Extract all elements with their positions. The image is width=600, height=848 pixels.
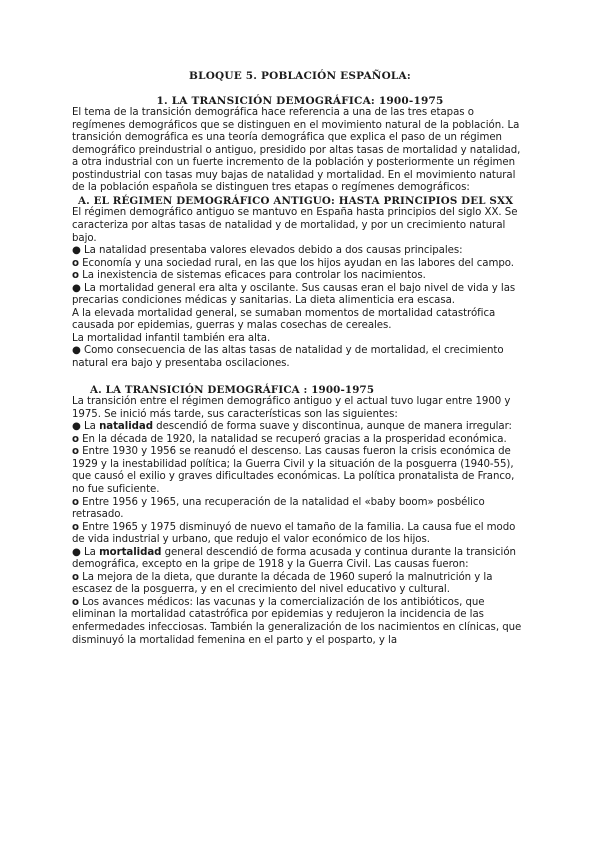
list-item <box>72 497 528 522</box>
part-a-intro: El régimen demográfico antiguo se mantuvo en España hasta principios del siglo XX. Se caracteriza por altas tasas de natalidad y de mortalidad, y por un crecimiento natural bajo. <box>72 207 518 244</box>
sub-marker: o <box>72 571 79 583</box>
sub-marker: o <box>72 596 79 608</box>
list-item-text: general descendió de forma acusada y continua durante la transición demográfica, excepto en la gripe de 1918 y la Guerra Civil. Las causas fueron: <box>72 546 516 571</box>
sub-marker: o <box>72 270 79 282</box>
bullet-marker: ● <box>72 345 81 357</box>
keyword-mortalidad: mortalidad <box>99 546 162 558</box>
list-item <box>72 597 528 647</box>
list-item <box>72 522 528 547</box>
list-item-text: Entre 1930 y 1956 se reanudó el descenso. Las causas fueron la crisis económica de 1929 y la inestabilidad política; la Guerra Civil y la situación de la posguerra (1940-55), que causó el exilio y graves dificultades económicas. La política pronatalista de Franco, no fue suficiente. <box>72 446 515 495</box>
bullet-marker: ● <box>72 245 81 257</box>
part-b-intro: La transición entre el régimen demográfico antiguo y el actual tuvo lugar entre 1900 y 1975. Se inició más tarde, sus características son las siguientes: <box>72 396 511 420</box>
paragraph: La mortalidad infantil también era alta. <box>72 332 271 344</box>
list-item-text: Economía y una sociedad rural, en las que los hijos ayudan en las labores del campo. <box>82 257 514 269</box>
list-item <box>72 345 528 370</box>
list-item-text: En la década de 1920, la natalidad se recuperó gracias a la prosperidad económica. <box>82 433 507 445</box>
list-item-text: Entre 1965 y 1975 disminuyó de nuevo el tamaño de la familia. La causa fue el modo de vida industrial y urbano, que redujo el valor económico de los hijos. <box>72 521 516 546</box>
list-item-text: Entre 1956 y 1965, una recuperación de la natalidad el «baby boom» posbélico retrasado. <box>72 496 485 521</box>
paragraph: A la elevada mortalidad general, se sumaban momentos de mortalidad catastrófica causada por epidemias, guerras y malas cosechas de cereales. <box>72 307 496 332</box>
intro-paragraph: El tema de la transición demográfica hace referencia a una de las tres etapas o regímenes demográficos que se distinguen en el movimiento natural de la población. La transición demográfica es una teoría demográfica que explica el paso de un régimen demográfico preindustrial o antiguo, presidido por altas tasas de mortalidad y natalidad, a otra industrial con un fuerte incremento de la población y posteriormente un régimen postindustrial con tasas muy bajas de natalidad y mortalidad. En el movimiento natural de la población española se distinguen tres etapas o regímenes demográficos: <box>72 107 521 194</box>
list-item <box>72 547 528 572</box>
keyword-natalidad: natalidad <box>99 421 153 433</box>
bullet-marker: ● <box>72 546 81 558</box>
list-item-text: La inexistencia de sistemas eficaces para controlar los nacimientos. <box>82 270 426 282</box>
list-item <box>72 258 528 271</box>
list-item <box>72 421 528 434</box>
list-item <box>72 572 528 597</box>
part-a-title: A. EL RÉGIMEN DEMOGRÁFICO ANTIGUO: HASTA PRINCIPIOS DEL SXX <box>78 194 514 207</box>
sub-marker: o <box>72 496 79 508</box>
list-item-text: La natalidad presentaba valores elevados debido a dos causas principales: <box>84 245 463 257</box>
part-b-title: A. LA TRANSICIÓN DEMOGRÁFICA : 1900-1975 <box>90 383 375 396</box>
sub-marker: o <box>72 521 79 533</box>
document-page <box>72 70 528 647</box>
sub-marker: o <box>72 257 79 269</box>
sub-marker: o <box>72 433 79 445</box>
list-item-text: Como consecuencia de las altas tasas de natalidad y de mortalidad, el crecimiento natural era bajo y presentaba oscilaciones. <box>72 345 504 370</box>
list-item <box>72 283 528 308</box>
list-item <box>72 434 528 447</box>
list-item-text: La mortalidad general era alta y oscilante. Sus causas eran el bajo nivel de vida y las precarias condiciones médicas y sanitarias. La dieta alimenticia era escasa. <box>72 282 516 307</box>
bullet-marker: ● <box>72 282 81 294</box>
list-item-text: La <box>84 421 96 433</box>
list-item-text: Los avances médicos: las vacunas y la comercialización de los antibióticos, que eliminan la mortalidad catastrófica por epidemias y redujeron la incidencia de las enfermedades infecciosas. También la generalización de los nacimientos en clínicas, que disminuyó la mortalidad femenina en el parto y el posparto, y la <box>72 596 522 646</box>
bullet-marker: ● <box>72 421 81 433</box>
list-item-text: La <box>84 546 96 558</box>
sub-marker: o <box>72 446 79 458</box>
block-title: BLOQUE 5. POBLACIÓN ESPAÑOLA: <box>189 70 411 82</box>
spacer <box>72 371 528 384</box>
list-item <box>72 245 528 258</box>
list-item-text: descendió de forma suave y discontinua, aunque de manera irregular: <box>156 421 512 433</box>
section-title: 1. LA TRANSICIÓN DEMOGRÁFICA: 1900-1975 <box>156 94 444 107</box>
list-item <box>72 446 528 496</box>
list-item-text: La mejora de la dieta, que durante la década de 1960 superó la malnutrición y la escasez de la posguerra, y en el crecimiento del nivel educativo y cultural. <box>72 571 493 596</box>
list-item <box>72 270 528 283</box>
